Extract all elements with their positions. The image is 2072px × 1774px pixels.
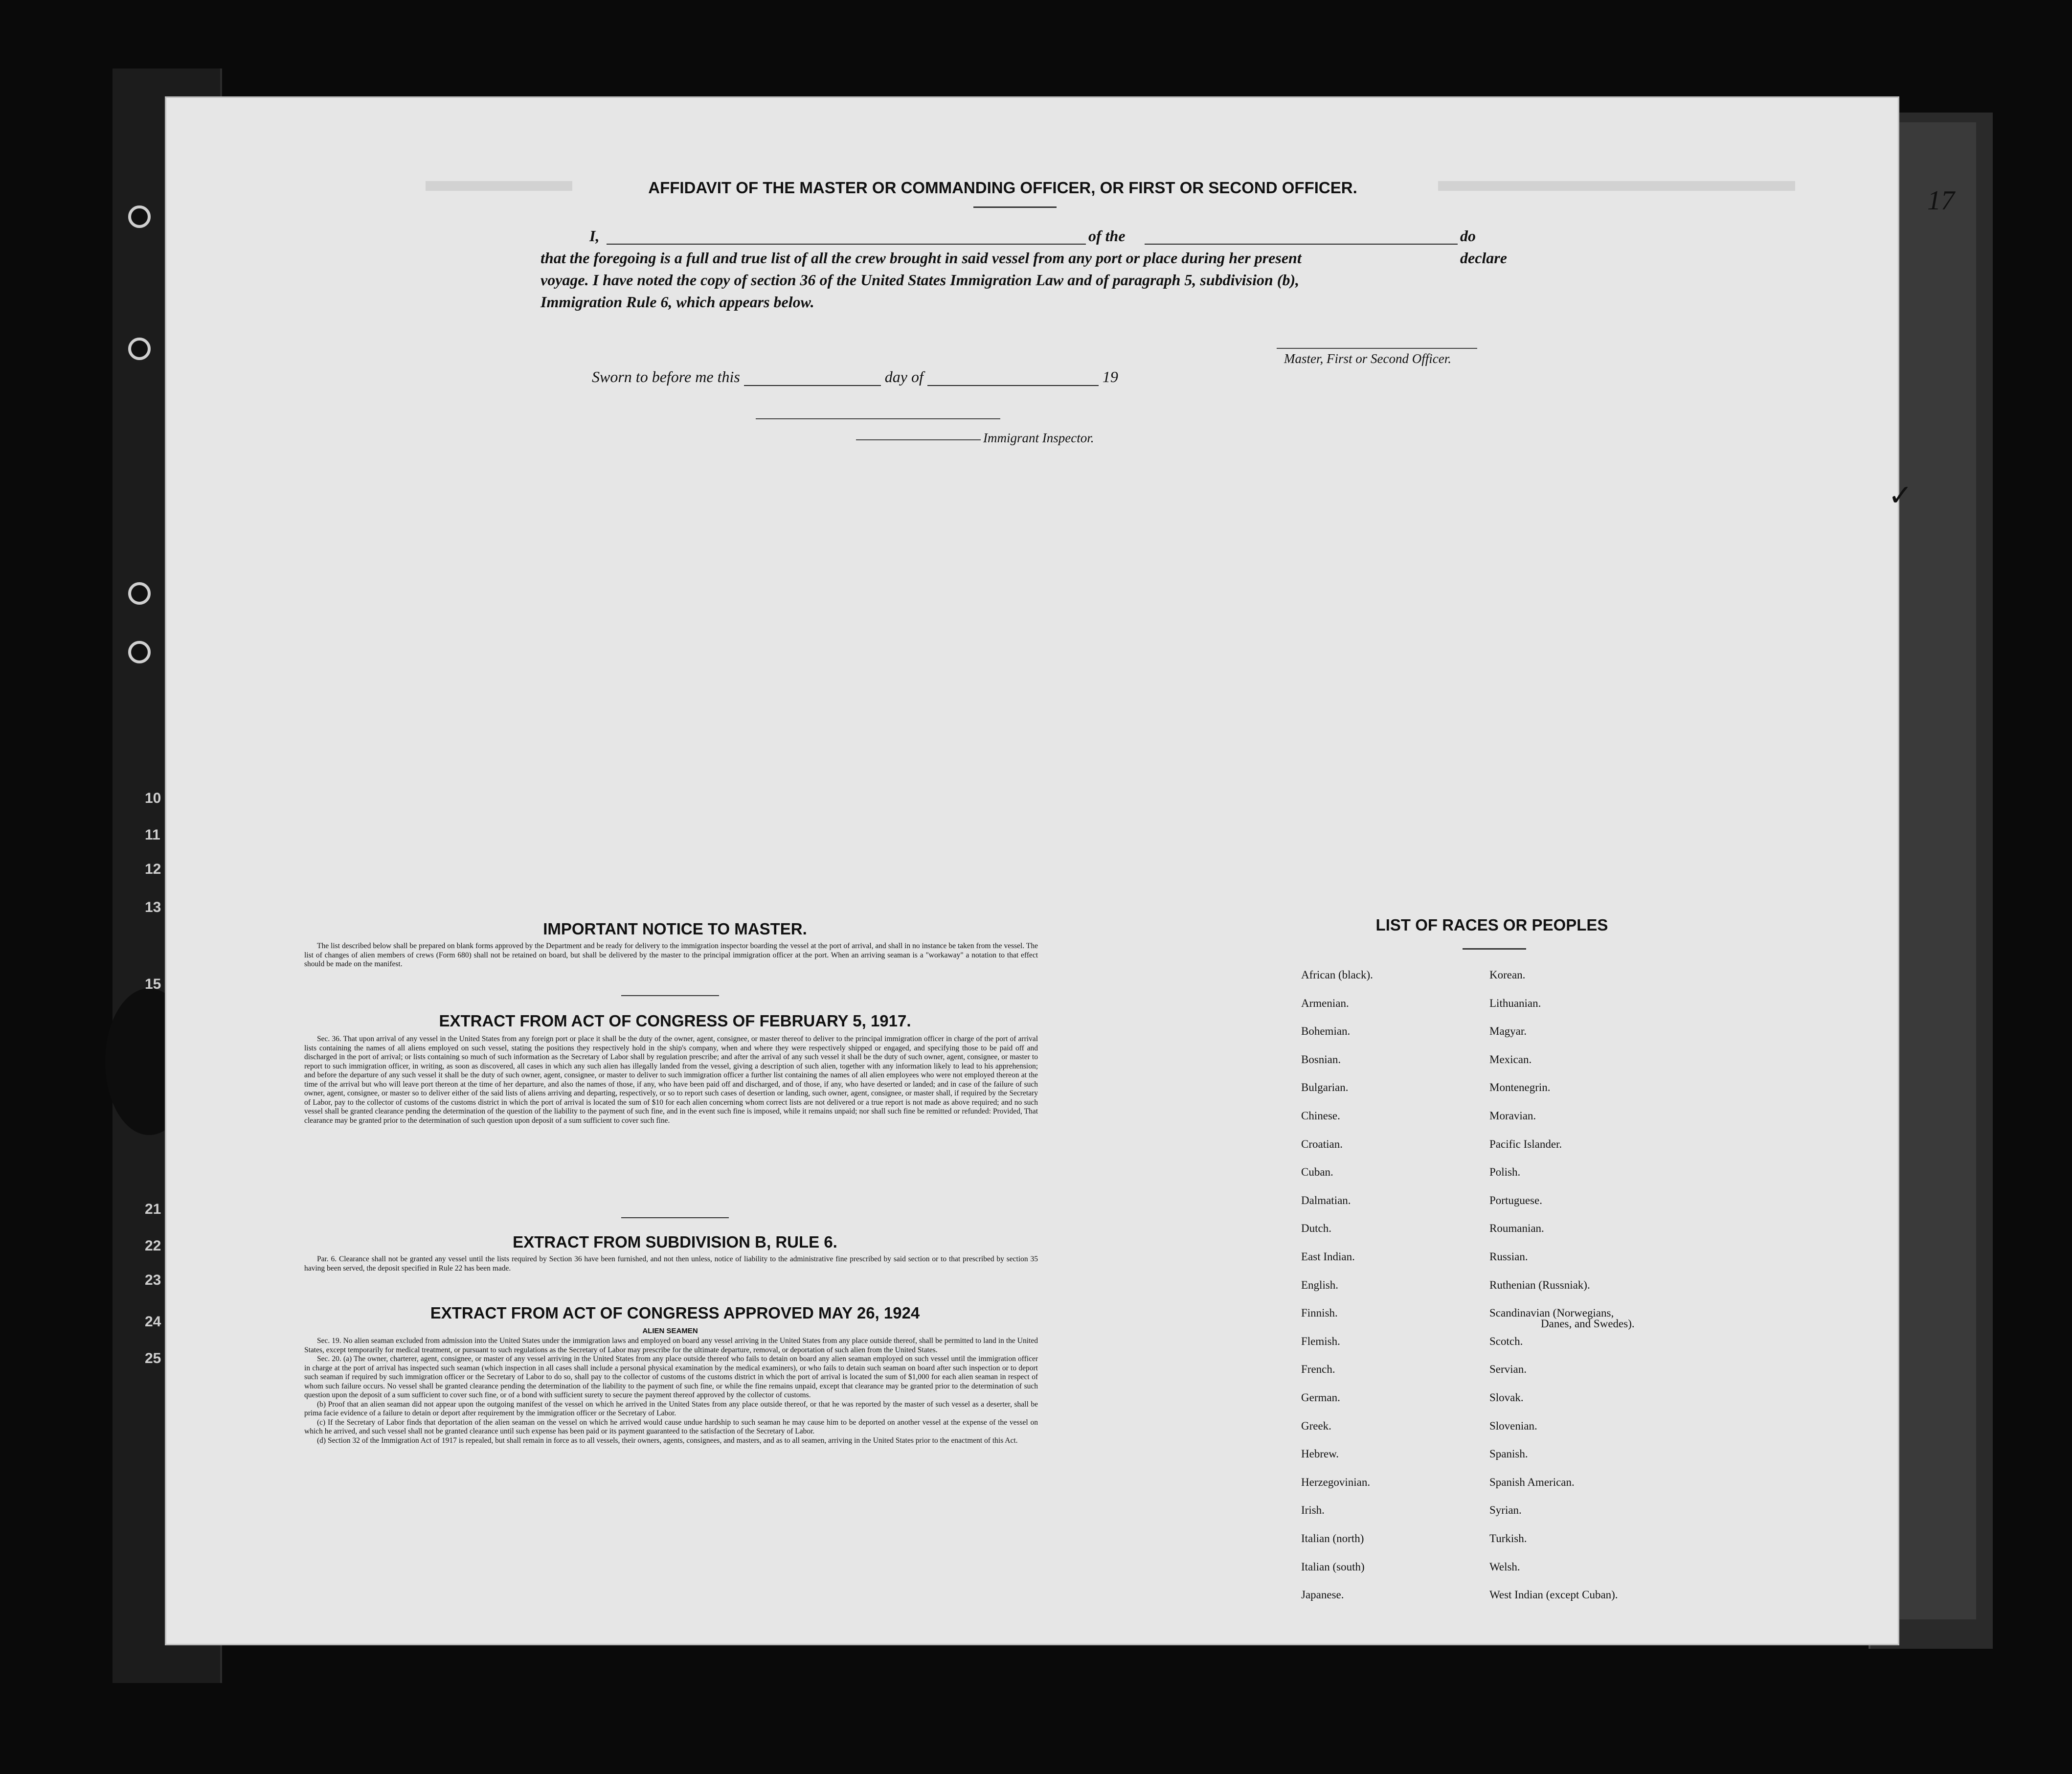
race-item: Montenegrin.: [1489, 1081, 1551, 1094]
race-item: Croatian.: [1301, 1137, 1343, 1150]
notice-paragraph: The list described below shall be prepared on blank forms approved by the Department and be ready for delivery to the immigration inspector boarding the vessel at the port of arrival, and shall in no instance be taken from the vessel. The list of changes of alien members of crews (Form 680) shall not be retained on board, but shall be delivered by the master to the principal immigration officer at the port. When an arriving seaman is a "workaway" a notation to that effect should be made on the manifest.: [304, 942, 1038, 968]
sworn-line: [592, 368, 1118, 386]
binder-hole: [128, 338, 151, 360]
race-item: Roumanian.: [1489, 1222, 1544, 1235]
race-item: Hebrew.: [1301, 1448, 1339, 1460]
day-of-label: day of: [884, 368, 923, 386]
race-item: Spanish American.: [1489, 1476, 1575, 1488]
master-signature-line[interactable]: [1277, 348, 1477, 349]
inspector-signature-line[interactable]: [856, 439, 981, 440]
sworn-month-field[interactable]: [927, 370, 1099, 386]
sworn-label: Sworn to before me this: [592, 368, 740, 386]
race-item: Cuban.: [1301, 1166, 1333, 1179]
race-item: Bohemian.: [1301, 1025, 1351, 1038]
race-item: Scandinavian (Norwegians,: [1489, 1307, 1614, 1319]
row-number: 12: [145, 861, 161, 877]
divider: [621, 1217, 729, 1218]
alien-seamen-subtitle: ALIEN SEAMEN: [642, 1327, 698, 1335]
row-number: 11: [145, 827, 160, 843]
name-field[interactable]: [607, 229, 1086, 245]
row-number: 21: [145, 1201, 161, 1217]
race-item: Turkish.: [1489, 1532, 1527, 1545]
race-item: Japanese.: [1301, 1589, 1344, 1601]
affidavit-body: [541, 225, 1519, 313]
year-label: 19: [1102, 368, 1118, 386]
section-36-paragraph: Sec. 36. That upon arrival of any vessel in the United States from any foreign port or place it shall be the duty of the owner, agent, consignee, or master thereof to deliver to the principal immigration officer in charge of the port of arrival lists containing the names of all aliens employed on such vessel, stating the positions they respectively hold in the ship's company, when and where they were respectively shipped or engaged, and specifying those to be paid off and discharged in the port of arrival; or lists containing so much of such information as the Secretary of Labor shall by regulation prescribe; and after the arrival of any such vessel it shall be the duty of such owner, agent, consignee, or master to report to such immigration officer, in writing, as soon as discovered, all cases in which any such alien has illegally landed from the vessel, giving a description of such alien, together with any information likely to lead to his apprehension; and before the departure of any such vessel it shall be the duty of such owner, agent, consignee, or master to deliver to such immigration officer a further list containing the names of all alien employees who were not employed thereon at the time of the arrival but who will leave port thereon at the time of her departure, and also the names of those, if any, who have been paid off and discharged, and of those, if any, who have deserted or landed; and in case of the failure of such owner, agent, consignee, or master so to deliver either of the said lists of aliens arriving and departing, respectively, or so to report such cases of desertion or landing, such owner, agent, consignee, or master shall, if required by the Secretary of Labor, pay to the collector of customs of the customs district in which the port of arrival is located the sum of $10 for each alien concerning whom correct lists are not delivered or a true report is not made as above required; and no such vessel shall be granted clearance pending the determination of the question of the liability to the payment of such fine, and in the event such fine is imposed, while it remains unpaid; nor shall such fine be remitted or refunded: Provided, That clearance may be granted prior to the determination of such question upon deposit of a sum sufficient to cover such fine.: [304, 1035, 1038, 1125]
race-item: African (black).: [1301, 969, 1373, 981]
race-item: Syrian.: [1489, 1504, 1522, 1517]
race-item: Greek.: [1301, 1419, 1331, 1432]
extract-1917-body: [304, 1035, 1038, 1125]
row-number: 24: [145, 1314, 161, 1330]
race-item: Dalmatian.: [1301, 1194, 1351, 1206]
race-item: Italian (south): [1301, 1560, 1365, 1573]
binder-hole: [128, 205, 151, 228]
race-item: Italian (north): [1301, 1532, 1364, 1545]
notice-body: [304, 942, 1038, 969]
race-item: Slovak.: [1489, 1391, 1524, 1404]
check-mark: ✓: [1888, 478, 1913, 513]
race-item: Scotch.: [1489, 1335, 1523, 1347]
race-item: Servian.: [1489, 1363, 1527, 1376]
inspector-line-top[interactable]: [756, 418, 1000, 419]
race-item: Irish.: [1301, 1504, 1325, 1517]
affidavit-of-the: of the: [1088, 227, 1126, 245]
affidavit-line: Immigration Rule 6, which appears below.: [541, 293, 814, 311]
race-item: Lithuanian.: [1489, 997, 1541, 1009]
backing-page-right-inner: [1898, 122, 1976, 1619]
race-item: Mexican.: [1489, 1053, 1532, 1066]
race-item: German.: [1301, 1391, 1340, 1404]
race-item: Armenian.: [1301, 997, 1349, 1009]
race-item: Finnish.: [1301, 1307, 1338, 1319]
binder-hole: [128, 641, 151, 663]
handwritten-page-number: 17: [1927, 185, 1955, 216]
inspector-label: Immigrant Inspector.: [983, 431, 1094, 445]
affidavit-line: that the foregoing is a full and true list of all the crew brought in said vessel from any port or place during her present: [541, 249, 1302, 267]
extract-1917-title: EXTRACT FROM ACT OF CONGRESS OF FEBRUARY 5, 1917.: [439, 1012, 911, 1030]
bleed-through-text: [1438, 171, 1795, 196]
row-number: 15: [145, 976, 161, 992]
row-number: 23: [145, 1272, 161, 1288]
sec-20c-paragraph: (c) If the Secretary of Labor finds that deportation of the alien seaman on the vessel on which he arrived would cause undue hardship to such seaman he may cause him to be deported on another vessel at the expense of the vessel on which he arrived, and such vessel shall not be granted clearance until such expense has been paid or its payment guaranteed to the satisfaction of the Secretary of Labor.: [304, 1418, 1038, 1435]
affidavit-title: AFFIDAVIT OF THE MASTER OR COMMANDING OFFICER, OR FIRST OR SECOND OFFICER.: [648, 179, 1357, 197]
race-item: Herzegovinian.: [1301, 1476, 1371, 1488]
race-item: Pacific Islander.: [1489, 1137, 1562, 1150]
race-item: Magyar.: [1489, 1025, 1527, 1038]
row-number: 13: [145, 899, 161, 915]
race-item: Spanish.: [1489, 1448, 1528, 1460]
sec-20d-paragraph: (d) Section 32 of the Immigration Act of 1917 is repealed, but shall remain in force as to all vessels, their owners, agents, consignees, and masters, and as to all seamen, arriving in the United States prior to the enactment of this Act.: [317, 1436, 1018, 1445]
row-number: 22: [145, 1238, 161, 1254]
race-item: Ruthenian (Russniak).: [1489, 1278, 1590, 1291]
race-item: Bosnian.: [1301, 1053, 1341, 1066]
race-item: Polish.: [1489, 1166, 1521, 1179]
race-item-continuation: Danes, and Swedes).: [1541, 1318, 1635, 1330]
extract-1924-title: EXTRACT FROM ACT OF CONGRESS APPROVED MAY 26, 1924: [430, 1304, 920, 1322]
notice-title: IMPORTANT NOTICE TO MASTER.: [543, 920, 807, 938]
race-item: Chinese.: [1301, 1110, 1340, 1122]
race-item: Welsh.: [1489, 1560, 1520, 1573]
race-item: Russian.: [1489, 1251, 1528, 1263]
affidavit-do-declare: do declare: [1460, 227, 1507, 267]
race-item: Moravian.: [1489, 1110, 1536, 1122]
race-item: East Indian.: [1301, 1251, 1355, 1263]
races-title: LIST OF RACES OR PEOPLES: [1375, 916, 1608, 934]
binder-hole: [128, 582, 151, 605]
subdivision-title: EXTRACT FROM SUBDIVISION B, RULE 6.: [513, 1233, 837, 1251]
par-6-paragraph: Par. 6. Clearance shall not be granted any vessel until the lists required by Section 36 have been furnished, and not then unless, notice of liability to the administrative fine prescribed by said section or to that prescribed by section 35 having been served, the deposit specified in Rule 22 has been made.: [304, 1255, 1038, 1273]
race-item: English.: [1301, 1278, 1339, 1291]
race-item: Bulgarian.: [1301, 1081, 1349, 1094]
divider: [621, 995, 719, 996]
sec-19-paragraph: Sec. 19. No alien seaman excluded from admission into the United States under the immigration laws and employed on board any vessel arriving in the United States from any place outside thereof, shall be permitted to land in the United States, except temporarily for medical treatment, or pursuant to such regulations as the Secretary of Labor may prescribe for the ultimate departure, removal, or deportation of such alien from the United States.: [304, 1337, 1038, 1354]
subdivision-body: [304, 1255, 1038, 1273]
affidavit-i: I,: [589, 227, 600, 245]
race-item: French.: [1301, 1363, 1335, 1376]
divider: [1463, 948, 1526, 950]
row-number: 25: [145, 1350, 161, 1366]
race-item: West Indian (except Cuban).: [1489, 1589, 1618, 1601]
sec-20b-paragraph: (b) Proof that an alien seaman did not appear upon the outgoing manifest of the vessel on which he arrived in the United States from any place outside thereof, or that he was reported by the master of such vessel as a deserter, shall be prima facie evidence of a failure to detain or deport after requirement by the immigration officer or the Secretary of Labor.: [304, 1400, 1038, 1417]
race-item: Portuguese.: [1489, 1194, 1542, 1206]
sworn-date-field[interactable]: [744, 370, 881, 386]
vessel-field[interactable]: [1145, 229, 1458, 245]
row-number: 10: [145, 790, 161, 806]
sec-20a-paragraph: Sec. 20. (a) The owner, charterer, agent, consignee, or master of any vessel arriving in the United States from any place outside thereof who fails to detain on board any alien seaman employed on such vessel until the immigration officer in charge at the port of arrival has inspected such seaman (which inspection in all cases shall include a personal physical examination by the medical examiners), or who fails to detain such seaman on board after such inspection or to deport such seaman if required by such immigration officer or the Secretary of Labor to do so, shall pay to the collector of customs of the customs district in which the port of arrival is located the sum of $1,000 for each alien seaman in respect of whom such failure occurs. No vessel shall be granted clearance pending the determination of the liability to the payment of such fine, or while the fine remains unpaid, except that clearance may be granted prior to the determination of such question upon the deposit of a sum sufficient to cover such fine, or of a bond with sufficient surety to secure the payment thereof approved by the collector of customs.: [304, 1355, 1038, 1399]
affidavit-line: voyage. I have noted the copy of section 36 of the United States Immigration Law and of paragraph 5, subdivision (b),: [541, 271, 1300, 289]
master-signature-label: Master, First or Second Officer.: [1284, 351, 1451, 366]
divider: [973, 206, 1057, 208]
race-item: Slovenian.: [1489, 1419, 1537, 1432]
extract-1924-body: [304, 1337, 1038, 1445]
race-item: Korean.: [1489, 969, 1526, 981]
race-item: Dutch.: [1301, 1222, 1331, 1235]
race-item: Flemish.: [1301, 1335, 1340, 1347]
